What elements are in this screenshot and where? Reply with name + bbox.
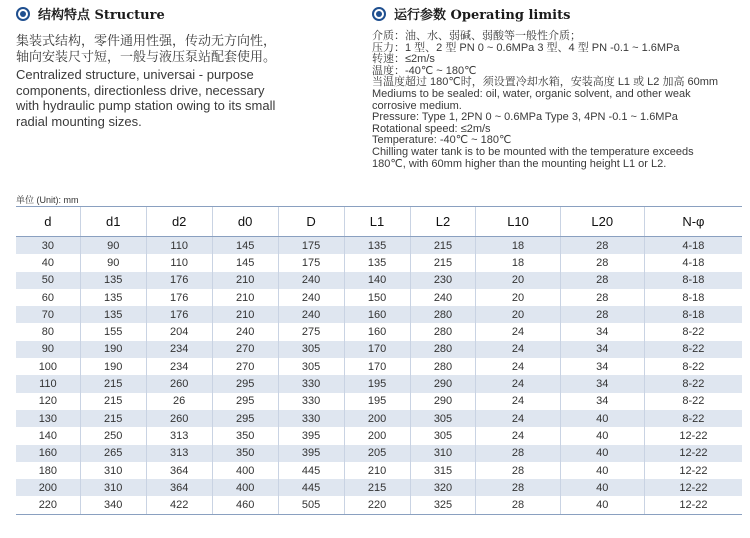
table-cell: 8-18 — [644, 272, 742, 289]
bullet-circle-icon — [372, 7, 386, 21]
table-cell: 135 — [80, 306, 146, 323]
table-cell: 305 — [410, 427, 476, 444]
table-cell: 160 — [344, 306, 410, 323]
table-cell: 24 — [476, 427, 560, 444]
limits-line: Mediums to be sealed: oil, water, organic solvent, and other weak — [372, 87, 691, 100]
table-cell: 215 — [410, 237, 476, 255]
table-cell: 210 — [344, 462, 410, 479]
table-cell: 110 — [16, 375, 80, 392]
table-cell: 240 — [212, 323, 278, 340]
structure-section — [16, 4, 336, 129]
table-cell: 195 — [344, 393, 410, 410]
table-cell: 215 — [410, 254, 476, 271]
table-cell: 400 — [212, 479, 278, 496]
table-cell: 400 — [212, 462, 278, 479]
limits-line: 180℃, with 60mm higher than the mounting height L1 or L2. — [372, 157, 667, 170]
table-cell: 310 — [80, 479, 146, 496]
limits-text — [372, 31, 742, 170]
table-cell: 34 — [560, 341, 644, 358]
table-cell: 315 — [410, 462, 476, 479]
table-cell: 445 — [278, 479, 344, 496]
table-cell: 240 — [278, 272, 344, 289]
table-cell: 330 — [278, 393, 344, 410]
table-cell: 40 — [16, 254, 80, 271]
bullet-circle-icon — [16, 7, 30, 21]
table-cell: 260 — [146, 410, 212, 427]
table-cell: 40 — [560, 479, 644, 496]
table-row — [16, 479, 742, 496]
table-cell: 313 — [146, 427, 212, 444]
table-cell: 8-22 — [644, 375, 742, 392]
table-cell: 215 — [80, 393, 146, 410]
table-cell: 140 — [16, 427, 80, 444]
table-cell: 135 — [80, 272, 146, 289]
limits-line: 温度：-40℃ ~ 180℃ — [372, 64, 477, 77]
table-cell: 205 — [344, 445, 410, 462]
table-cell: 195 — [344, 375, 410, 392]
table-cell: 28 — [476, 479, 560, 496]
column-header: d — [16, 207, 80, 237]
table-cell: 350 — [212, 427, 278, 444]
table-cell: 160 — [16, 445, 80, 462]
table-cell: 12-22 — [644, 479, 742, 496]
table-cell: 28 — [560, 272, 644, 289]
table-cell: 215 — [344, 479, 410, 496]
table-header-row — [16, 207, 742, 237]
table-row — [16, 323, 742, 340]
limits-line: Temperature: -40℃ ~ 180℃ — [372, 134, 512, 147]
limits-line: 转速：≤2m/s — [372, 53, 435, 66]
table-cell: 24 — [476, 410, 560, 427]
table-cell: 280 — [410, 323, 476, 340]
table-cell: 295 — [212, 393, 278, 410]
table-cell: 170 — [344, 358, 410, 375]
table-cell: 200 — [344, 410, 410, 427]
table-row — [16, 496, 742, 514]
table-cell: 176 — [146, 272, 212, 289]
table-cell: 210 — [212, 306, 278, 323]
table-cell: 460 — [212, 496, 278, 514]
table-cell: 40 — [560, 462, 644, 479]
column-header: d1 — [80, 207, 146, 237]
dimension-table — [16, 206, 742, 515]
table-cell: 310 — [80, 462, 146, 479]
table-cell: 280 — [410, 306, 476, 323]
table-cell: 24 — [476, 393, 560, 410]
table-cell: 340 — [80, 496, 146, 514]
table-cell: 20 — [476, 289, 560, 306]
table-cell: 100 — [16, 358, 80, 375]
table-cell: 28 — [560, 254, 644, 271]
table-cell: 270 — [212, 358, 278, 375]
table-cell: 240 — [278, 289, 344, 306]
table-cell: 4-18 — [644, 254, 742, 271]
table-cell: 280 — [410, 358, 476, 375]
table-cell: 364 — [146, 462, 212, 479]
column-header: N-φ — [644, 207, 742, 237]
table-cell: 8-18 — [644, 306, 742, 323]
table-cell: 145 — [212, 254, 278, 271]
table-cell: 8-18 — [644, 289, 742, 306]
table-cell: 422 — [146, 496, 212, 514]
table-cell: 24 — [476, 341, 560, 358]
table-row — [16, 445, 742, 462]
table-cell: 295 — [212, 375, 278, 392]
structure-en-line: Centralized structure, universai - purpose — [16, 67, 254, 82]
table-cell: 350 — [212, 445, 278, 462]
table-cell: 28 — [560, 237, 644, 255]
column-header: d2 — [146, 207, 212, 237]
table-cell: 90 — [16, 341, 80, 358]
table-cell: 28 — [560, 306, 644, 323]
table-cell: 280 — [410, 341, 476, 358]
table-cell: 140 — [344, 272, 410, 289]
table-cell: 8-22 — [644, 410, 742, 427]
table-cell: 28 — [476, 462, 560, 479]
table-cell: 90 — [80, 237, 146, 255]
table-cell: 295 — [212, 410, 278, 427]
table-cell: 135 — [344, 237, 410, 255]
table-cell: 170 — [344, 341, 410, 358]
table-cell: 12-22 — [644, 445, 742, 462]
table-cell: 150 — [344, 289, 410, 306]
table-cell: 8-22 — [644, 323, 742, 340]
table-cell: 180 — [16, 462, 80, 479]
limits-heading — [372, 4, 742, 23]
table-cell: 210 — [212, 289, 278, 306]
table-cell: 80 — [16, 323, 80, 340]
limits-line: 介质：油、水、弱碱、弱酸等一般性介质； — [372, 30, 581, 42]
table-cell: 234 — [146, 341, 212, 358]
table-cell: 60 — [16, 289, 80, 306]
structure-title: 结构特点 Structure — [38, 8, 165, 23]
table-cell: 250 — [80, 427, 146, 444]
structure-heading — [16, 4, 336, 23]
table-cell: 26 — [146, 393, 212, 410]
table-cell: 8-22 — [644, 393, 742, 410]
table-row — [16, 462, 742, 479]
table-cell: 240 — [278, 306, 344, 323]
column-header: d0 — [212, 207, 278, 237]
column-header: L20 — [560, 207, 644, 237]
table-cell: 220 — [344, 496, 410, 514]
limits-line: 压力：1 型、2 型 PN 0 ~ 0.6MPa 3 型、4 型 PN -0.1 ~ 1.6MPa — [372, 41, 680, 54]
table-row — [16, 272, 742, 289]
table-cell: 34 — [560, 323, 644, 340]
table-cell: 200 — [16, 479, 80, 496]
table-cell: 364 — [146, 479, 212, 496]
table-cell: 4-18 — [644, 237, 742, 255]
table-cell: 325 — [410, 496, 476, 514]
table-cell: 395 — [278, 445, 344, 462]
table-cell: 90 — [80, 254, 146, 271]
table-cell: 200 — [344, 427, 410, 444]
table-cell: 8-22 — [644, 341, 742, 358]
table-cell: 12-22 — [644, 427, 742, 444]
table-cell: 330 — [278, 375, 344, 392]
table-cell: 40 — [560, 410, 644, 427]
table-cell: 135 — [344, 254, 410, 271]
table-cell: 290 — [410, 375, 476, 392]
table-cell: 210 — [212, 272, 278, 289]
table-cell: 305 — [410, 410, 476, 427]
table-cell: 120 — [16, 393, 80, 410]
limits-line: Chilling water tank is to be mounted with the temperature exceeds — [372, 145, 694, 158]
table-cell: 305 — [278, 341, 344, 358]
table-cell: 505 — [278, 496, 344, 514]
limits-line: corrosive medium. — [372, 99, 462, 112]
table-cell: 275 — [278, 323, 344, 340]
table-cell: 176 — [146, 306, 212, 323]
table-row — [16, 237, 742, 255]
table-row — [16, 306, 742, 323]
table-cell: 220 — [16, 496, 80, 514]
table-cell: 110 — [146, 254, 212, 271]
table-cell: 330 — [278, 410, 344, 427]
limits-line: Pressure: Type 1, 2PN 0 ~ 0.6MPa Type 3, 4PN -0.1 ~ 1.6MPa — [372, 111, 678, 124]
table-cell: 18 — [476, 237, 560, 255]
table-row — [16, 254, 742, 271]
table-cell: 175 — [278, 254, 344, 271]
table-cell: 145 — [212, 237, 278, 255]
table-cell: 28 — [560, 289, 644, 306]
limits-line: 当温度超过 180℃时，须设置冷却水箱，安装高度 L1 或 L2 加高 60mm — [372, 76, 719, 89]
table-body — [16, 237, 742, 515]
table-cell: 28 — [476, 445, 560, 462]
table-cell: 130 — [16, 410, 80, 427]
table-cell: 190 — [80, 341, 146, 358]
table-row — [16, 427, 742, 444]
table-cell: 215 — [80, 410, 146, 427]
table-cell: 265 — [80, 445, 146, 462]
table-cell: 240 — [410, 289, 476, 306]
table-cell: 34 — [560, 393, 644, 410]
limits-title: 运行参数 Operating limits — [394, 8, 571, 23]
column-header: L1 — [344, 207, 410, 237]
structure-en-line: components, directionless drive, necessary — [16, 82, 265, 98]
table-row — [16, 393, 742, 410]
column-header: L2 — [410, 207, 476, 237]
table-row — [16, 289, 742, 306]
table-cell: 50 — [16, 272, 80, 289]
table-cell: 8-22 — [644, 358, 742, 375]
structure-zh-line: 轴向安装尺寸短，一般与液压泵站配套使用。 — [16, 49, 277, 64]
table-cell: 20 — [476, 306, 560, 323]
column-header: L10 — [476, 207, 560, 237]
unit-label: 单位 (Unit): mm — [16, 195, 79, 205]
table-cell: 12-22 — [644, 496, 742, 514]
table-cell: 28 — [476, 496, 560, 514]
table-cell: 290 — [410, 393, 476, 410]
table-cell: 270 — [212, 341, 278, 358]
structure-zh-line: 集装式结构，零件通用性强，传动无方向性， — [16, 33, 277, 48]
structure-en-line: radial mounting sizes. — [16, 113, 142, 129]
table-cell: 40 — [560, 496, 644, 514]
table-cell: 34 — [560, 358, 644, 375]
table-cell: 230 — [410, 272, 476, 289]
table-cell: 320 — [410, 479, 476, 496]
table-cell: 395 — [278, 427, 344, 444]
table-cell: 190 — [80, 358, 146, 375]
table-cell: 260 — [146, 375, 212, 392]
table-cell: 110 — [146, 237, 212, 255]
structure-en-line: with hydraulic pump station owing to its small — [16, 98, 276, 113]
table-cell: 204 — [146, 323, 212, 340]
column-header: D — [278, 207, 344, 237]
table-cell: 20 — [476, 272, 560, 289]
table-cell: 310 — [410, 445, 476, 462]
table-cell: 176 — [146, 289, 212, 306]
table-cell: 40 — [560, 445, 644, 462]
table-row — [16, 358, 742, 375]
limits-line: Rotational speed: ≤2m/s — [372, 122, 491, 135]
table-cell: 18 — [476, 254, 560, 271]
table-cell: 313 — [146, 445, 212, 462]
table-cell: 175 — [278, 237, 344, 255]
table-cell: 24 — [476, 323, 560, 340]
table-row — [16, 375, 742, 392]
table-cell: 30 — [16, 237, 80, 255]
table-cell: 24 — [476, 375, 560, 392]
table-cell: 305 — [278, 358, 344, 375]
table-cell: 70 — [16, 306, 80, 323]
table-cell: 12-22 — [644, 462, 742, 479]
structure-en-text — [16, 67, 336, 129]
table-row — [16, 341, 742, 358]
table-cell: 160 — [344, 323, 410, 340]
table-cell: 40 — [560, 427, 644, 444]
operating-limits-section — [372, 4, 742, 170]
table-cell: 445 — [278, 462, 344, 479]
table-cell: 234 — [146, 358, 212, 375]
table-cell: 215 — [80, 375, 146, 392]
table-cell: 24 — [476, 358, 560, 375]
table-cell: 135 — [80, 289, 146, 306]
table-cell: 34 — [560, 375, 644, 392]
structure-zh-text — [16, 33, 336, 65]
table-cell: 155 — [80, 323, 146, 340]
table-row — [16, 410, 742, 427]
